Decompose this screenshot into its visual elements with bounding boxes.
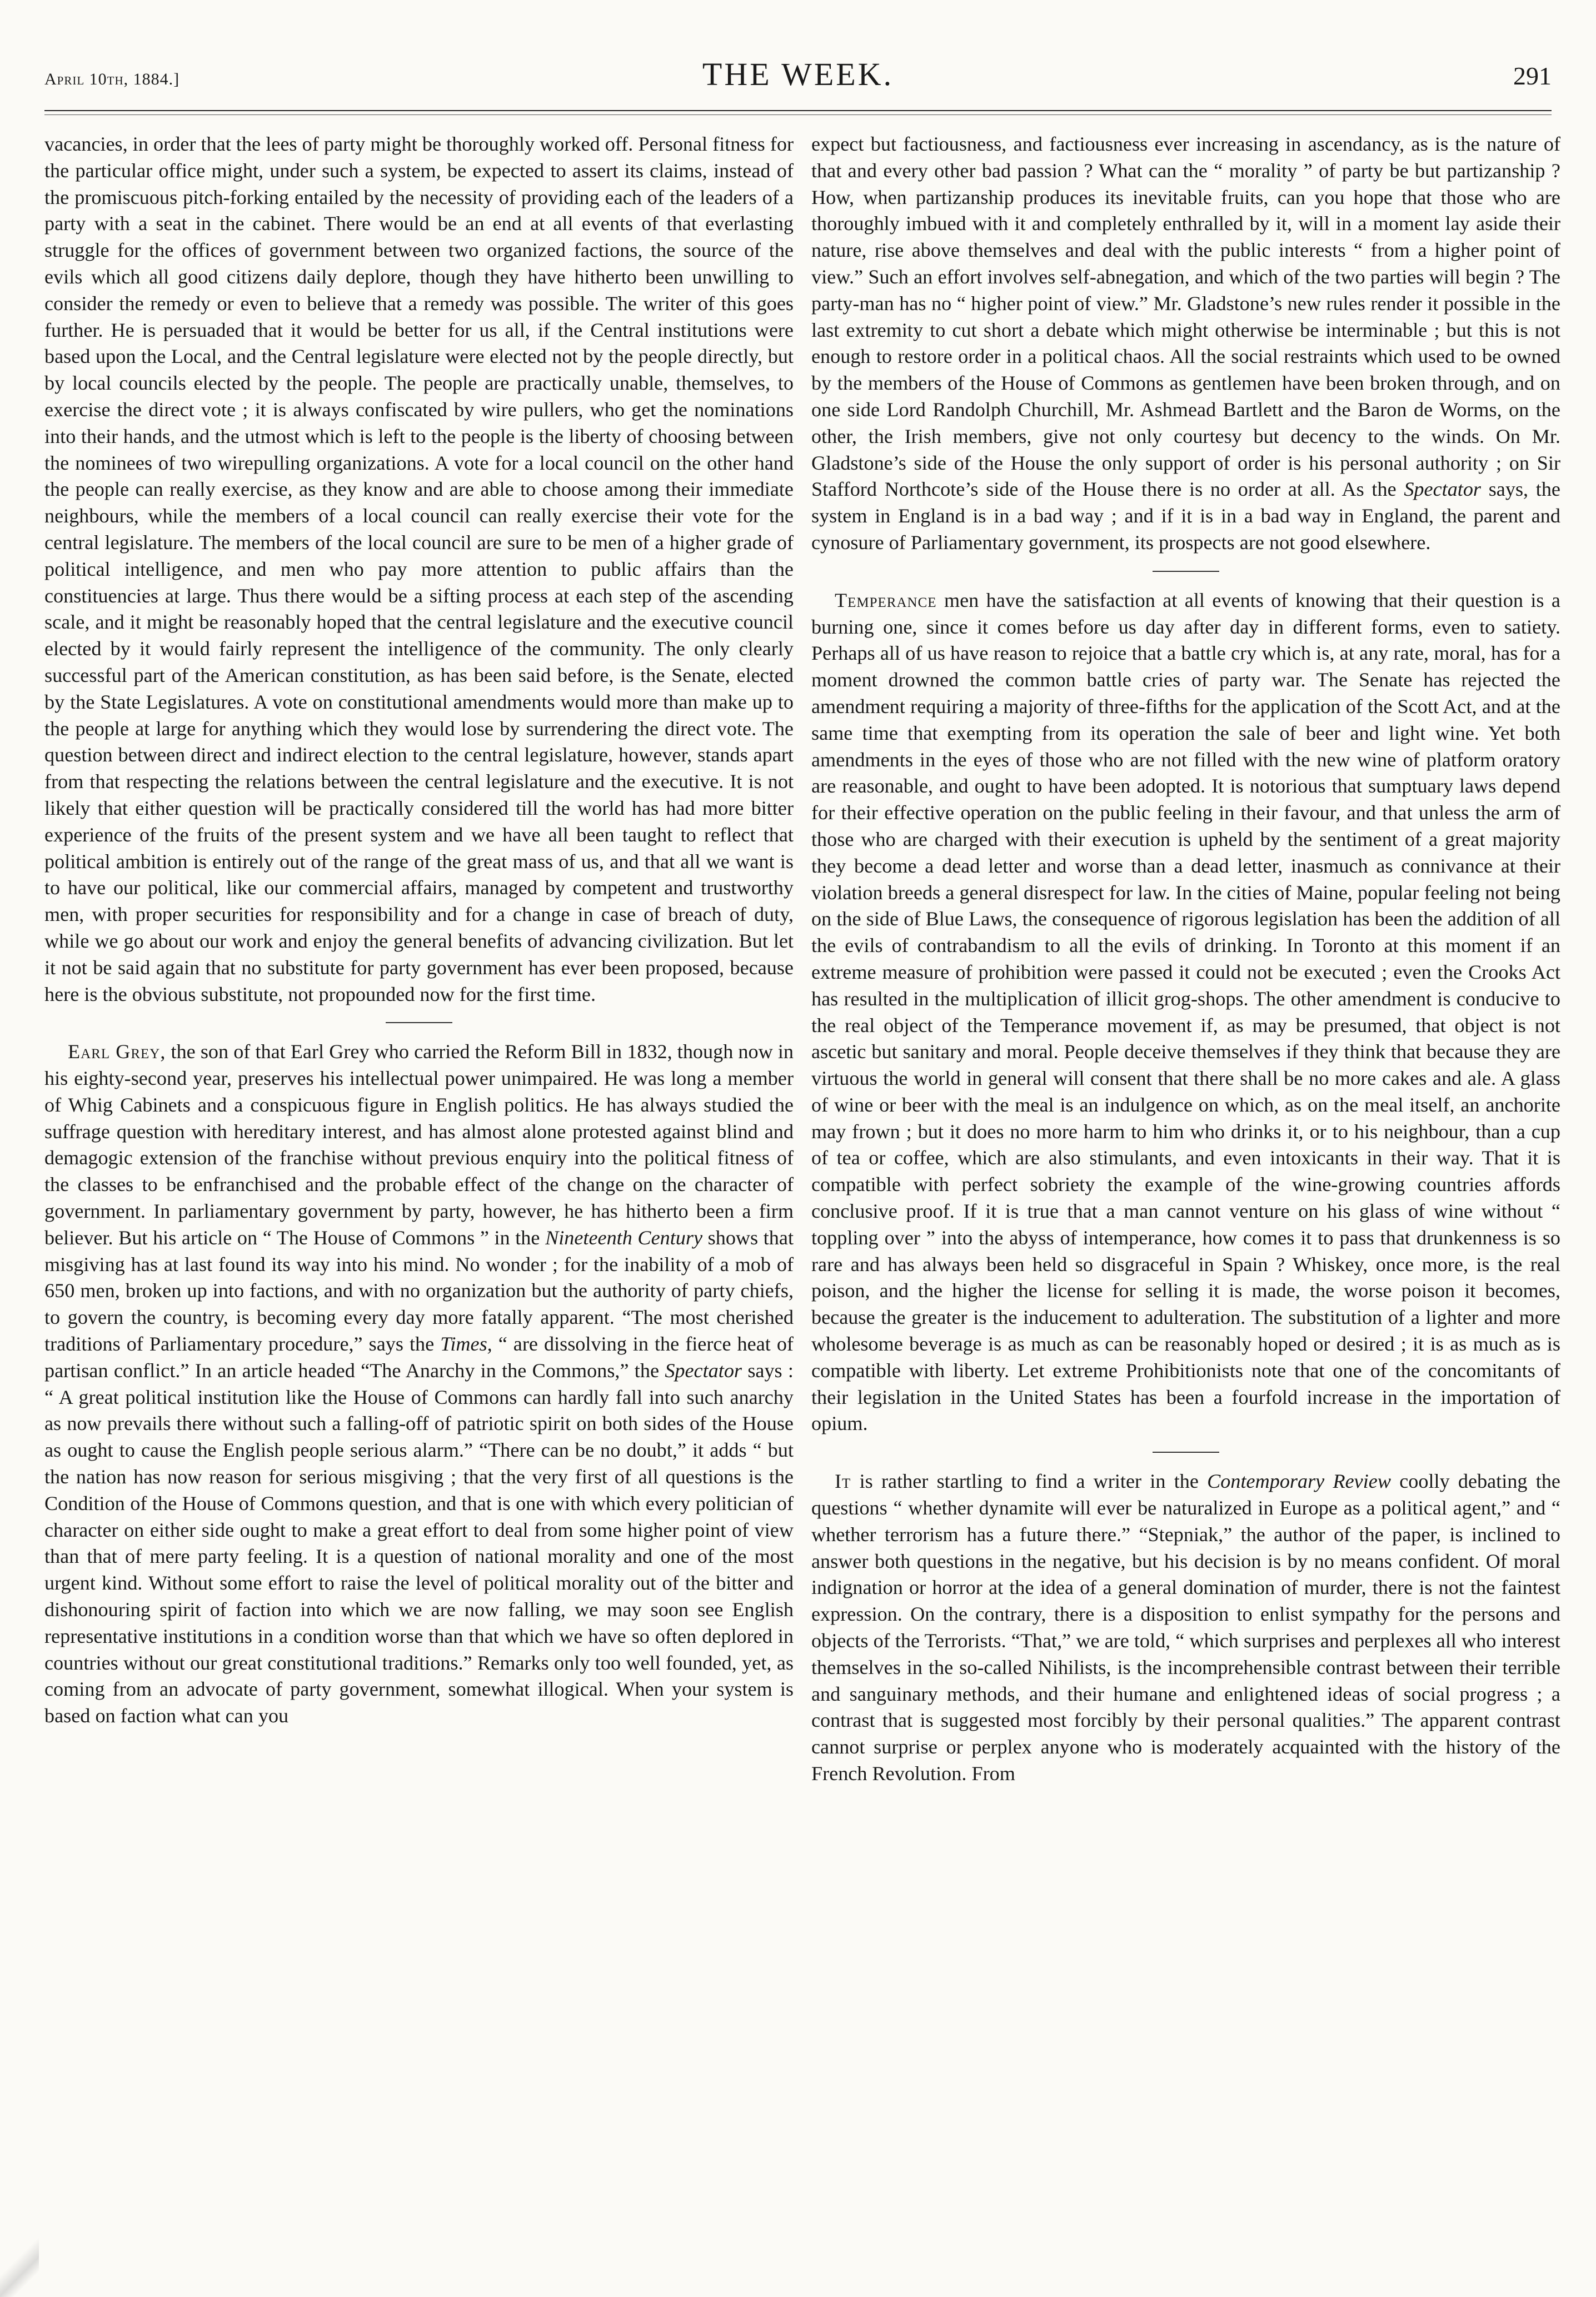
article-paragraph-temperance	[811, 587, 1560, 1438]
text-run: “ are dissolving in the fierce heat of partisan conflict.” In an article headed “The Anarchy in the Commons,” the	[44, 1333, 794, 1382]
text-run: is rather startling to find a writer in the	[851, 1470, 1208, 1493]
left-column	[44, 131, 794, 1730]
publication-name: Spectator	[1404, 478, 1482, 501]
page-header	[44, 56, 1552, 100]
header-rule-thin	[44, 114, 1552, 115]
article-paragraph-earl-grey	[44, 1039, 794, 1730]
section-divider	[1153, 571, 1219, 572]
publication-title: THE WEEK.	[702, 56, 894, 92]
header-rule	[44, 110, 1552, 111]
publication-name: Contemporary Review	[1207, 1470, 1391, 1493]
right-column	[811, 131, 1560, 1787]
scan-edge-mark	[0, 2236, 39, 2297]
article-paragraph	[811, 131, 1560, 556]
lead-in: Earl Grey,	[68, 1040, 166, 1063]
text-run: shows that misgiving has at last found its way into his mind. No wonder ; for the inability of a mob of 650 men, broken up into factions, and with no organization but the authority of party chiefs, to govern the country, is becoming every day more fatally apparent. “The most cherished traditions of Parliamentary procedure,” says the	[44, 1226, 794, 1356]
text-run: says, the system in England is in a bad way ; and if it is in a bad way in England, the parent and cynosure of Parliamentary government, its prospects are not good elsewhere.	[811, 478, 1560, 554]
article-paragraph-terrorism	[811, 1468, 1560, 1787]
article-paragraph: vacancies, in order that the lees of party might be thoroughly worked off. Personal fitness for the particular office might, under such a system, be expected to assert its claims, instead of the promiscuous pitch-forking entailed by the necessity of providing each of the leaders of a party with a seat in the cabinet. There would be an end at all events of that everlasting struggle for the offices of government between two organized factions, the source of the evils which all good citizens daily deplore, though they have hitherto been unwilling to consider the remedy or even to believe that a remedy was possible. The writer of this goes further. He is persuaded that it would be better for us all, if the Central institutions were based upon the Local, and the Central legislature were elected not by the people directly, but by local councils elected by the people. The people are practically unable, themselves, to exercise the direct vote ; it is always confiscated by wire pullers, who get the nominations into their hands, and the utmost which is left to the people is the liberty of choosing between the nominees of two wirepulling organizations. A vote for a local council on the other hand the people can really exercise, as they know and are able to choose among their immediate neighbours, while the members of a local council can really exercise their vote for the central legislature. The members of the local council are sure to be men of a higher grade of political intelligence, and men who pay more attention to public affairs than the constituencies at large. Thus there would be a sifting process at each step of the ascending scale, and it might be reasonably hoped that the central legislature and the executive council elected by it would fairly represent the intelligence of the community. The only clearly successful part of the American constitution, as has been said before, is the Senate, elected by the State Legislatures. A vote on constitutional amendments would more than make up to the people at large for anything which they would lose by surrendering the direct vote. The question between direct and indirect election to the central legislature, however, stands apart from that respecting the relations between the central legislature and the executive. It is not likely that either question will be practically considered till the world has had more bitter experience of the fruits of the present system and we have all been taught to reflect that political ambition is entirely out of the range of the great mass of us, and that all we want is to have our political, like our commercial affairs, managed by competent and trustworthy men, with proper securities for responsibility and for a change in case of breach of duty, while we go about our work and enjoy the general benefits of advancing civilization. But let it not be said again that no substitute for party government has ever been proposed, because here is the obvious substitute, not propounded now for the first time.	[44, 133, 794, 1005]
text-run: the son of that Earl Grey who carried the Reform Bill in 1832, though now in his eighty-second year, preserves his intellectual power unimpaired. He was long a member of Whig Cabinets and a conspicuous figure in English politics. He has always studied the suffrage question with hereditary interest, and has almost alone protested against blind and demagogic extension of the franchise without previous enquiry into the political fitness of the classes to be enfranchised and the probable effect of the change on the character of government. In parliamentary government by party, however, he has hitherto been a firm believer. But his article on “ The House of Commons ” in the	[44, 1040, 794, 1249]
publication-name: Spectator	[665, 1359, 742, 1382]
text-run: men have the satisfaction at all events of knowing that their question is a burning one, since it comes before us day after day in different forms, even to satiety. Perhaps all of us have reason to rejoice that a battle cry which is, at any rate, moral, has for a moment drowned the common battle cries of party war. The Senate has rejected the amendment requiring a majority of three-fifths for the application of the Scott Act, and at the same time that exempting from its operation the sale of beer and light wine. Yet both amendments in the eyes of those who are not filled with the new wine of platform oratory are reasonable, and ought to have been adopted. It is notorious that sumptuary laws depend for their effective operation on the public feeling in their favour, and that unless the arm of those who are charged with their execution is upheld by the sentiment of a great majority they become a dead letter and worse than a dead letter, inasmuch as connivance at their violation breeds a general disrespect for law. In the cities of Maine, popular feeling not being on the side of Blue Laws, the consequence of rigorous legislation has been the addition of all the evils of contrabandism to all the evils of drinking. In Toronto at this moment if an extreme measure of prohibition were passed it could not be executed ; even the Crooks Act has resulted in the multiplication of illicit grog-shops. The other amendment is conducive to the real object of the Temperance movement if, as may be presumed, that object is not ascetic but sanitary and moral. People deceive themselves if they think that because they are virtuous the world in general will consent that there shall be no more cakes and ale. A glass of wine or beer with the meal is an indulgence on which, as on the meal itself, an anchorite may frown ; but it does no more harm to him who drinks it, or to his neighbour, than a cup of tea or coffee, which are also stimulants, and even intoxicants in their way. That it is compatible with perfect sobriety the example of the wine-growing countries affords conclusive proof. If it is true that a man cannot venture on his glass of wine without “ toppling over ” into the abyss of intemperance, how comes it to pass that drunkenness is so rare and has always been held so disgraceful in Spain ? Whiskey, once more, is the real poison, and the higher the license for selling it is made, the worse poison it becomes, because the greater is the inducement to adulteration. The substitution of a lighter and more wholesome beverage is as much as can be reasonably hoped or desired ; it is as much as is compatible with liberty. Let extreme Prohibitionists note that one of the concomitants of their legislation in the United States has been a fourfold increase in the importation of opium.	[811, 589, 1560, 1435]
publication-name: Times,	[440, 1333, 492, 1356]
publication-name: Nineteenth Century	[545, 1226, 703, 1249]
page-number: 291	[1513, 62, 1552, 90]
text-run: says : “ A great political institution like the House of Commons can hardly fall into such anarchy as now prevails there without such a falling-off of patriotic spirit on both sides of the House as ought to cause the English people serious alarm.” “There can be no doubt,” it adds “ but the nation has now reason for serious misgiving ; that the very first of all questions is the Condition of the House of Commons question, and that is one with which every politician of character on either side ought to make a great effort to deal from some higher point of view than that of mere party feeling. It is a question of national morality and one of the most urgent kind. Without some effort to raise the level of political morality out of the bitter and dishonouring spirit of faction into which we are now falling, we may soon see English representative institutions in a condition worse than that which we have so often deplored in countries without our great constitutional traditions.” Remarks only too well founded, yet, as coming from an advocate of party government, somewhat illogical. When your system is based on faction what can you	[44, 1359, 794, 1727]
lead-in: Temperance	[835, 589, 937, 611]
section-divider	[1153, 1452, 1219, 1453]
text-run: expect but factiousness, and factiousness ever increasing in ascendancy, as is the nature of that and every other bad passion ? What can the “ morality ” of party be but partizanship ? How, when partizanship produces its inevitable fruits, can you hope that those who are thoroughly imbued with it and completely enthralled by it, will in a moment lay aside their nature, rise above themselves and deal with the public interests “ from a higher point of view.” Such an effort involves self-abnegation, and which of the two parties will begin ? The party-man has no “ higher point of view.” Mr. Gladstone’s new rules render it possible in the last extremity to cut short a debate which might otherwise be interminable ; but this is not enough to restore order in a political chaos. All the social restraints which used to be owned by the members of the House of Commons as gentlemen have been broken through, and on one side Lord Randolph Churchill, Mr. Ashmead Bartlett and the Baron de Worms, on the other, the Irish members, give not only courtesy but decency to the winds. On Mr. Gladstone’s side of the House the only support of order is his personal authority ; on Sir Stafford Northcote’s side of the House there is no order at all. As the	[811, 133, 1560, 501]
text-run: coolly debating the questions “ whether dynamite will ever be naturalized in Europe as a political agent,” and “ whether terrorism has a future there.” “Stepniak,” the author of the paper, is inclined to answer both questions in the negative, but his decision is by no means confident. Of moral indignation or horror at the idea of a general domination of murder, there is not the faintest expression. On the contrary, there is a disposition to enlist sympathy for the persons and objects of the Terrorists. “That,” we are told, “ which surprises and perplexes all who interest themselves in the so-called Nihilists, is the incomprehensible contrast between their terrible and sanguinary methods, and their humane and enlightened ideas of social progress ; a contrast that is suggested most forcibly by their personal qualities.” The apparent contrast cannot surprise or perplex anyone who is moderately acquainted with the history of the French Revolution. From	[811, 1470, 1560, 1785]
issue-date: April 10th, 1884.]	[44, 70, 180, 88]
lead-in: It	[835, 1470, 851, 1493]
section-divider	[386, 1022, 452, 1023]
